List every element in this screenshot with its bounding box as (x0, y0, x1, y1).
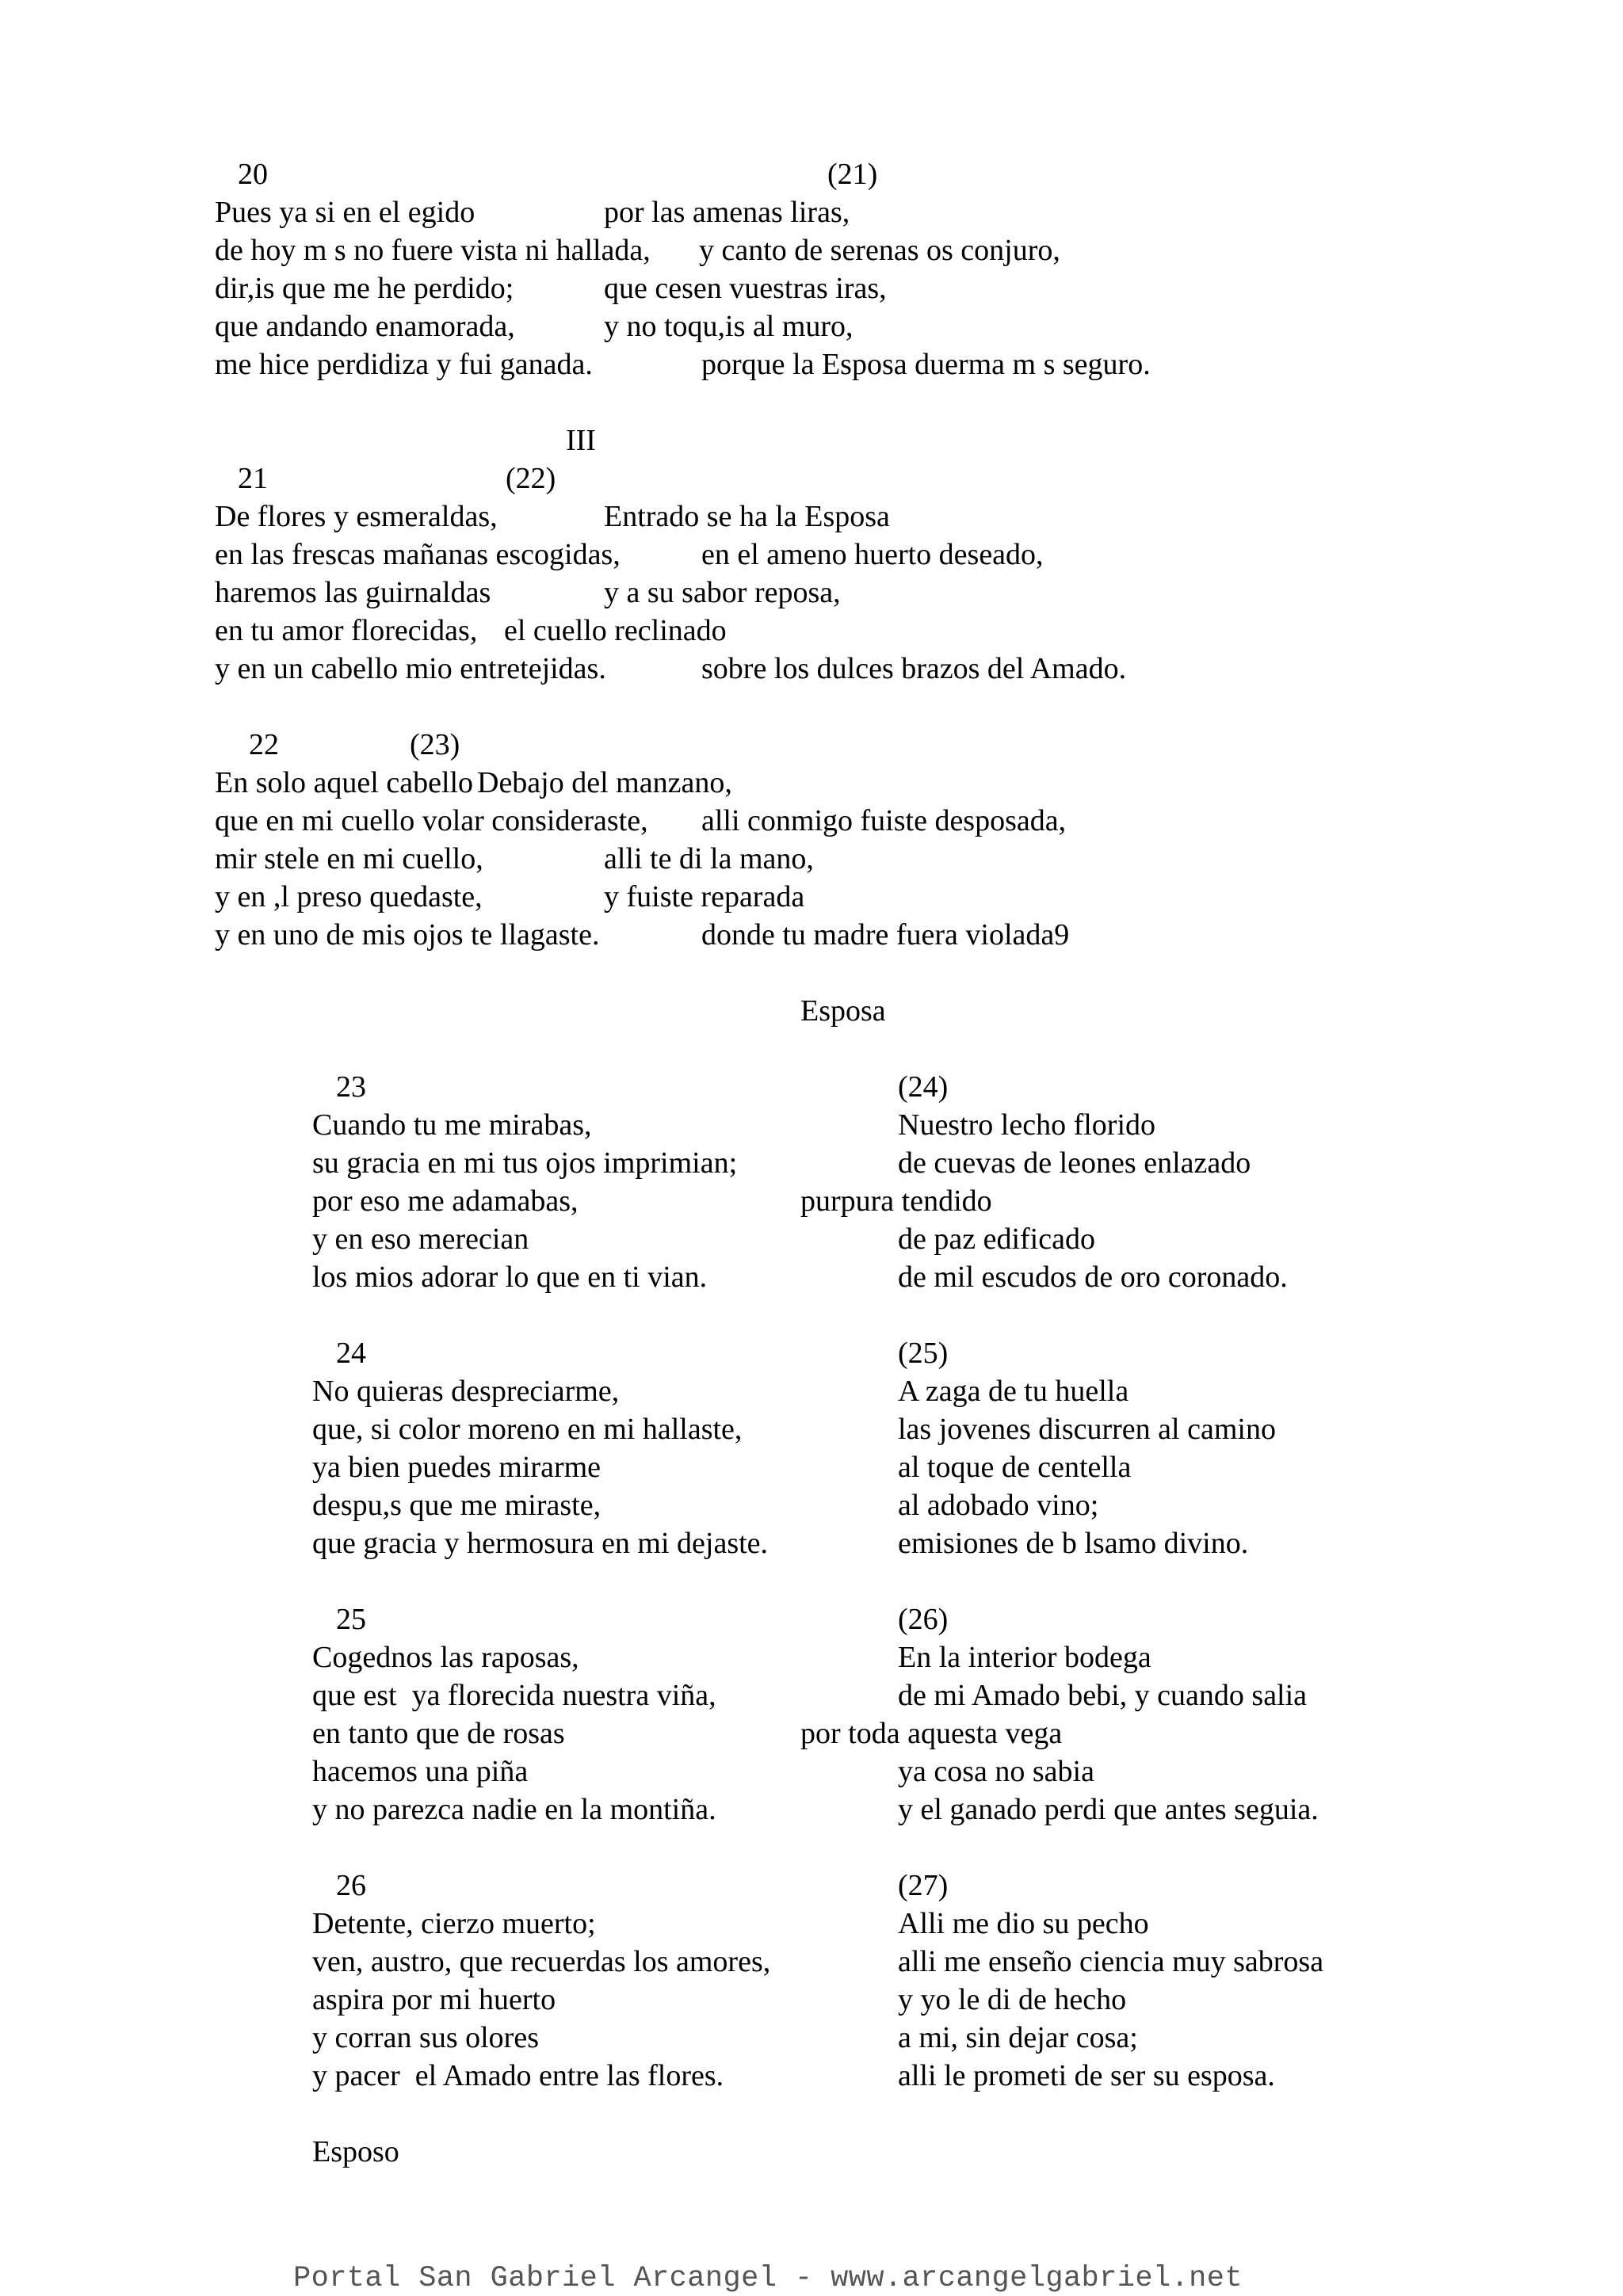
verse-line: y fuiste reparada (604, 880, 805, 913)
stanza-number: (21) (827, 158, 878, 191)
verse-line: su gracia en mi tus ojos imprimian; (312, 1146, 738, 1180)
verse-line: donde tu madre fuera violada9 (701, 918, 1070, 952)
verse-line: alli te di la mano, (604, 842, 814, 875)
verse-line: A zaga de tu huella (898, 1375, 1129, 1408)
verse-line: En la interior bodega (898, 1641, 1151, 1674)
verse-line: porque la Esposa duerma m s seguro. (701, 348, 1151, 381)
verse-line: ven, austro, que recuerdas los amores, (312, 1945, 771, 1978)
verse-line: purpura tendido (800, 1184, 992, 1218)
verse-line: y el ganado perdi que antes seguia. (898, 1793, 1319, 1826)
verse-line: despu,s que me miraste, (312, 1489, 601, 1522)
stanza-number: 21 (238, 462, 268, 495)
verse-line: al adobado vino; (898, 1489, 1099, 1522)
verse-line: de mi Amado bebi, y cuando salia (898, 1679, 1308, 1712)
verse-line: que gracia y hermosura en mi dejaste. (312, 1527, 769, 1560)
verse-line: y en eso merecian (312, 1222, 529, 1256)
verse-line: al toque de centella (898, 1451, 1132, 1484)
page-footer: Portal San Gabriel Arcangel - www.arcangelgabriel.net (293, 2262, 1243, 2295)
verse-line: el cuello reclinado (504, 614, 727, 647)
verse-line: los mios adorar lo que en ti vian. (312, 1261, 708, 1294)
verse-line: en tanto que de rosas (312, 1717, 565, 1750)
section-heading: III (566, 424, 596, 457)
stanza-number: (27) (898, 1869, 949, 1902)
verse-line: En solo aquel cabello (215, 766, 474, 799)
verse-line: Nuestro lecho florido (898, 1108, 1156, 1142)
verse-line: Alli me dio su pecho (898, 1907, 1149, 1940)
verse-line: de mil escudos de oro coronado. (898, 1261, 1288, 1294)
verse-line: alli me enseño ciencia muy sabrosa (898, 1945, 1324, 1978)
verse-line: Pues ya si en el egido (215, 196, 475, 229)
verse-line: hacemos una piña (312, 1755, 529, 1788)
verse-line: y canto de serenas os conjuro, (699, 234, 1060, 267)
verse-line: sobre los dulces brazos del Amado. (701, 652, 1127, 685)
verse-line: De flores y esmeraldas, (215, 500, 498, 533)
verse-line: aspira por mi huerto (312, 1983, 556, 2016)
verse-line: ya bien puedes mirarme (312, 1451, 601, 1484)
verse-line: por toda aquesta vega (800, 1717, 1063, 1750)
verse-line: mir stele en mi cuello, (215, 842, 483, 875)
verse-line: que, si color moreno en mi hallaste, (312, 1413, 743, 1446)
verse-line: y en un cabello mio entretejidas. (215, 652, 606, 685)
verse-line: y en ,l preso quedaste, (215, 880, 483, 913)
verse-line: de hoy m s no fuere vista ni hallada, (215, 234, 651, 267)
verse-line: ya cosa no sabia (898, 1755, 1094, 1788)
verse-line: No quieras despreciarme, (312, 1375, 620, 1408)
verse-line: y no toqu,is al muro, (604, 310, 854, 343)
stanza-number: 25 (336, 1603, 366, 1636)
verse-line: en el ameno huerto deseado, (701, 538, 1044, 571)
verse-line: Cuando tu me mirabas, (312, 1108, 592, 1142)
verse-line: que andando enamorada, (215, 310, 515, 343)
stanza-number: 26 (336, 1869, 366, 1902)
verse-line: y pacer el Amado entre las flores. (312, 2059, 724, 2092)
verse-line: haremos las guirnaldas (215, 576, 491, 609)
verse-line: dir,is que me he perdido; (215, 272, 514, 305)
stanza-number: (26) (898, 1603, 949, 1636)
section-heading-esposa: Esposa (800, 994, 886, 1028)
verse-line: las jovenes discurren al camino (898, 1413, 1276, 1446)
verse-line: alli conmigo fuiste desposada, (701, 804, 1067, 837)
verse-line: en tu amor florecidas, (215, 614, 478, 647)
verse-line: de paz edificado (898, 1222, 1095, 1256)
verse-line: me hice perdidiza y fui ganada. (215, 348, 593, 381)
verse-line: emisiones de b lsamo divino. (898, 1527, 1249, 1560)
stanza-number: 24 (336, 1337, 366, 1370)
verse-line: que est ya florecida nuestra viña, (312, 1679, 716, 1712)
verse-line: por las amenas liras, (604, 196, 850, 229)
stanza-number: 23 (336, 1070, 366, 1104)
verse-line: Detente, cierzo muerto; (312, 1907, 596, 1940)
verse-line: y yo le di de hecho (898, 1983, 1127, 2016)
verse-line: que en mi cuello volar consideraste, (215, 804, 648, 837)
verse-line: y no parezca nadie en la montiña. (312, 1793, 716, 1826)
verse-line: y corran sus olores (312, 2021, 539, 2054)
section-heading-esposo: Esposo (312, 2135, 399, 2168)
stanza-number: (24) (898, 1070, 949, 1104)
verse-line: y a su sabor reposa, (604, 576, 841, 609)
verse-line: alli le prometi de ser su esposa. (898, 2059, 1275, 2092)
stanza-number: 22 (249, 728, 279, 761)
stanza-number: (23) (410, 728, 460, 761)
verse-line: y en uno de mis ojos te llagaste. (215, 918, 600, 952)
verse-line: a mi, sin dejar cosa; (898, 2021, 1138, 2054)
verse-line: Debajo del manzano, (477, 766, 732, 799)
verse-line: Entrado se ha la Esposa (604, 500, 890, 533)
verse-line: Cogednos las raposas, (312, 1641, 579, 1674)
verse-line: que cesen vuestras iras, (604, 272, 887, 305)
verse-line: de cuevas de leones enlazado (898, 1146, 1251, 1180)
verse-line: en las frescas mañanas escogidas, (215, 538, 621, 571)
stanza-number: (25) (898, 1337, 949, 1370)
verse-line: por eso me adamabas, (312, 1184, 579, 1218)
stanza-number: 20 (238, 158, 268, 191)
stanza-number: (22) (506, 462, 556, 495)
